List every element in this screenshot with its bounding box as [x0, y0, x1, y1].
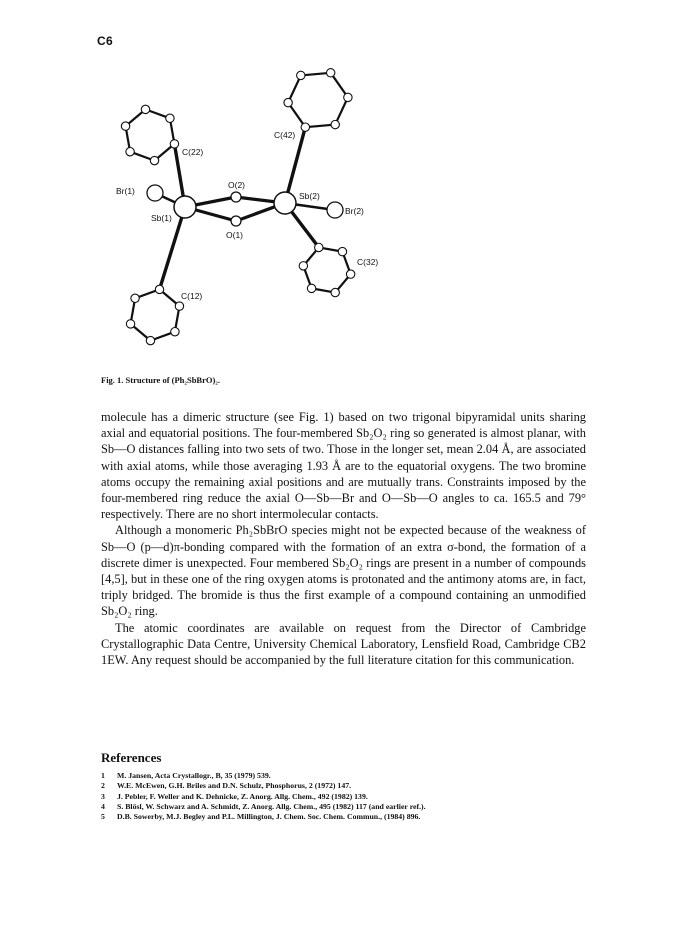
label-o1: O(1): [226, 230, 243, 240]
carbon-atom: [155, 285, 163, 293]
label-br2: Br(2): [345, 206, 364, 216]
carbon-atom: [284, 98, 292, 106]
reference-item: 5 D.B. Sowerby, M.J. Begley and P.L. Millington, J. Chem. Soc. Chem. Commun., (1984) 896.: [101, 812, 421, 822]
oxygen-atom-o2: [231, 192, 241, 202]
label-o2: O(2): [228, 180, 245, 190]
reference-item: 3 J. Pebler, F. Weller and K. Dehnicke, Z. Anorg. Allg. Chem., 492 (1982) 139.: [101, 791, 368, 801]
molecular-structure-figure: [0, 0, 680, 380]
references-heading: References: [101, 750, 162, 765]
carbon-atom: [338, 247, 346, 255]
carbon-atom: [297, 71, 305, 79]
carbon-atom: [331, 120, 339, 128]
label-br1: Br(1): [116, 186, 135, 196]
carbon-atom: [301, 123, 309, 131]
carbon-atom: [331, 288, 339, 296]
carbon-atom: [170, 140, 178, 148]
carbon-atom: [315, 243, 323, 251]
carbon-atom: [146, 336, 154, 344]
paragraph-2: Although a monomeric Ph₂SbBrO species might not be expected because of the weakness of Sb—O (p—d)π-bonding compared with the formation of an extra σ-bond, the formation of a discrete dimer is unexpected. Four membered Sb₂O₂ rings are present in a number of compounds [4,5], but in these one of the ring oxygen atoms is protonated and the antimony atoms are, in fact, triply bridged. The bromide is thus the first example of a compound containing an unmodified Sb₂O₂ ring.: [101, 523, 586, 619]
carbon-atom: [299, 262, 307, 270]
carbon-atom: [344, 93, 352, 101]
carbon-atom: [141, 105, 149, 113]
reference-item: 4 S. Blösl, W. Schwarz and A. Schmidt, Z. Anorg. Allg. Chem., 495 (1982) 117 (and earlier ref.).: [101, 801, 426, 811]
carbon-atom: [326, 69, 334, 77]
reference-item: 2 W.E. McEwen, G.H. Briles and D.N. Schulz, Phosphorus, 2 (1972) 147.: [101, 781, 352, 791]
carbon-atom: [126, 320, 134, 328]
reference-item: 1 M. Jansen, Acta Crystallogr., B, 35 (1979) 539.: [101, 771, 271, 780]
label-sb1: Sb(1): [151, 213, 172, 223]
antimony-atom-sb2: [274, 192, 296, 214]
label-c22: C(22): [182, 147, 204, 157]
paragraph-1: molecule has a dimeric structure (see Fig. 1) based on two trigonal bipyramidal units sharing axial and equatorial positions. The four-membered Sb₂O₂ ring so generated is almost planar, with Sb—O distances falling into two sets of two. Those in the longer set, mean 2.04 Å, are associated with axial atoms, while those averaging 1.93 Å are to the equatorial oxygens. The two bromine atoms occupy the remaining axial positions and are mutually trans. Constraints imposed by the four-membered ring reduce the axial O—Sb—Br and O—Sb—O angles to ca. 165.5 and 79° respectively. There are no short intermolecular contacts.: [101, 410, 586, 522]
bromine-atom-br1: [147, 185, 163, 201]
label-c12: C(12): [181, 291, 203, 301]
carbon-atom: [150, 156, 158, 164]
antimony-atom-sb1: [174, 196, 196, 218]
label-c42: C(42): [274, 130, 296, 140]
carbon-atom: [126, 148, 134, 156]
carbon-atom: [175, 302, 183, 310]
carbon-atom: [307, 284, 315, 292]
references-list: [101, 771, 581, 822]
bromine-atom-br2: [327, 202, 343, 218]
oxygen-atom-o1: [231, 216, 241, 226]
page-number: C6: [97, 34, 113, 48]
carbon-atom: [166, 114, 174, 122]
paragraph-3: The atomic coordinates are available on request from the Director of Cambridge Crystallographic Data Centre, University Chemical Laboratory, Lensfield Road, Cambridge CB2 1EW. Any request should be accompanied by the full literature citation for this communication.: [101, 620, 586, 668]
carbon-atom: [346, 270, 354, 278]
carbon-atom: [131, 294, 139, 302]
carbon-atom: [121, 122, 129, 130]
figure-caption: Fig. 1. Structure of (Ph₂SbBrO)₂.: [101, 375, 220, 385]
label-sb2: Sb(2): [299, 191, 320, 201]
article-body: [101, 409, 586, 668]
carbon-atom: [171, 328, 179, 336]
label-c32: C(32): [357, 257, 379, 267]
